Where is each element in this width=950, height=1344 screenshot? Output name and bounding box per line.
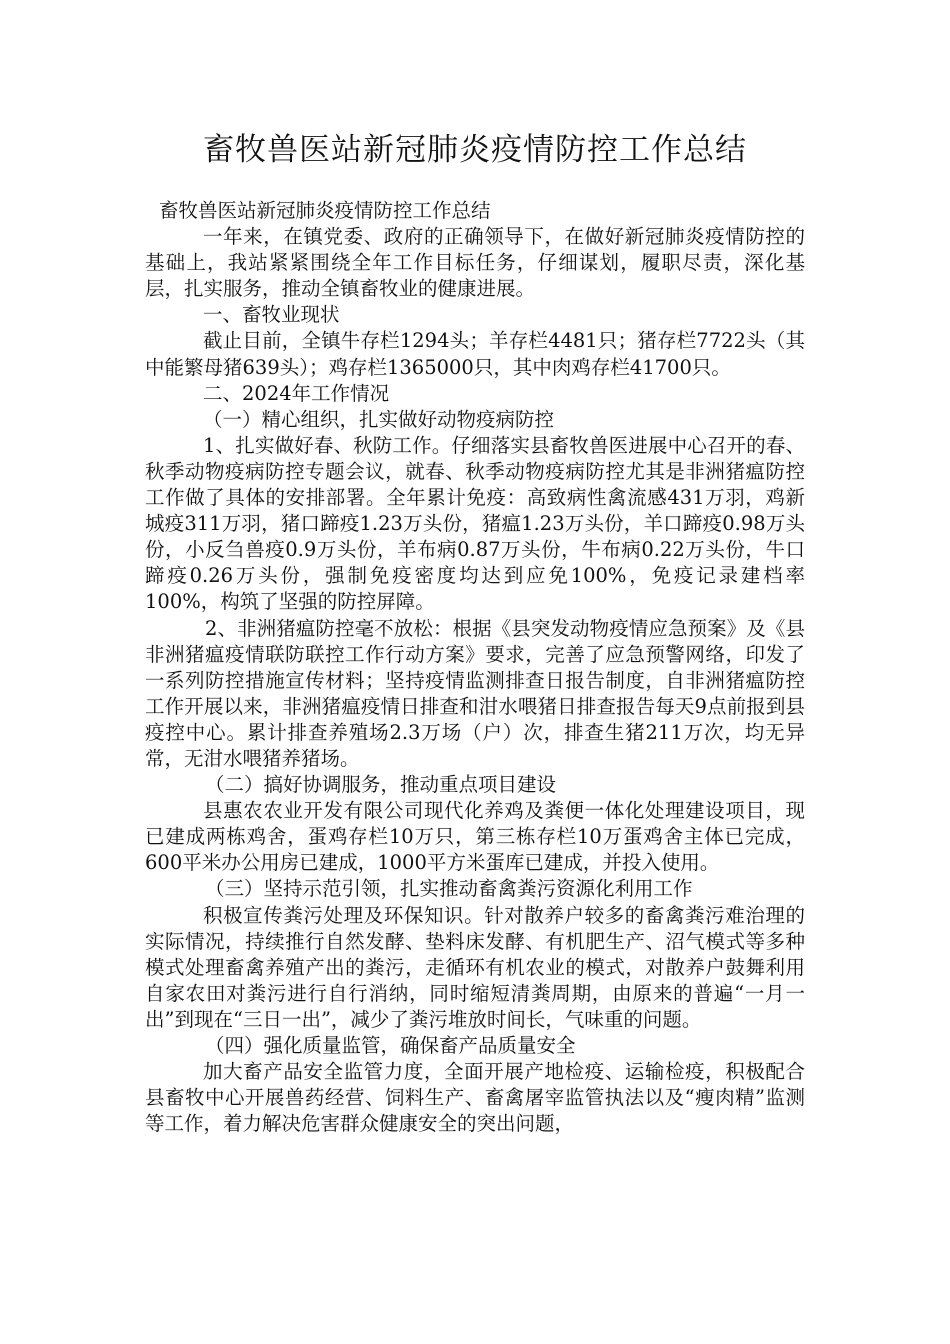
paragraph: （二）搞好协调服务，推动重点项目建设	[205, 773, 557, 797]
paragraph: （三）坚持示范引领，扎实推动畜禽粪污资源化利用工作	[205, 877, 693, 901]
paragraph: 2、非洲猪瘟防控毫不放松：根据《县突发动物疫情应急预案》及《县非洲猪瘟疫情联防联控工作行动方案》要求，完善了应急预警网络，印发了一系列防控措施宣传材料；坚持疫情监测排查日报告制度，自非洲猪瘟防控工作开展以来，非洲猪瘟疫情日排查和泔水喂猪日排查报告每天9点前报到县疫控中心。累计排查养殖场2.3万场（户）次，排查生猪211万次，均无异常，无泔水喂猪养猪场。	[145, 616, 805, 770]
paragraph: 1、扎实做好春、秋防工作。仔细落实县畜牧兽医进展中心召开的春、秋季动物疫病防控专题会议，就春、秋季动物疫病防控尤其是非洲猪瘟防控工作做了具体的安排部署。全年累计免疫：高致病性禽流感431万羽，鸡新城疫311万羽，猪口蹄疫1.23万头份，猪瘟1.23万头份，羊口蹄疫0.98万头份，小反刍兽疫0.9万头份，羊布病0.87万头份，牛布病0.22万头份，牛口蹄疫0.26万头份，强制免疫密度均达到应免100%，免疫记录建档率100%，构筑了坚强的防控屏障。	[145, 433, 805, 614]
paragraph: 一、畜牧业现状	[203, 303, 340, 327]
document-body	[145, 198, 805, 1137]
paragraph: 加大畜产品安全监管力度，全面开展产地检疫、运输检疫，积极配合县畜牧中心开展兽药经营、饲料生产、畜禽屠宰监管执法以及“瘦肉精”监测等工作，着力解决危害群众健康安全的突出问题，	[145, 1060, 805, 1136]
paragraph: 一年来，在镇党委、政府的正确领导下，在做好新冠肺炎疫情防控的基础上，我站紧紧围绕全年工作目标任务，仔细谋划，履职尽责，深化基层，扎实服务，推动全镇畜牧业的健康进展。	[145, 225, 805, 301]
document-subtitle: 畜牧兽医站新冠肺炎疫情防控工作总结	[159, 199, 491, 222]
paragraph: 截止目前，全镇牛存栏1294头；羊存栏4481只；猪存栏7722头（其中能繁母猪639头）；鸡存栏1365000只，其中肉鸡存栏41700只。	[145, 329, 805, 379]
paragraph: 二、2024年工作情况	[203, 381, 390, 405]
document-title: 畜牧兽医站新冠肺炎疫情防控工作总结	[203, 132, 747, 168]
paragraph: （四）强化质量监管，确保畜产品质量安全	[205, 1034, 576, 1057]
paragraph: 县惠农农业开发有限公司现代化养鸡及粪便一体化处理建设项目，现已建成两栋鸡舍，蛋鸡存栏10万只，第三栋存栏10万蛋鸡舍主体已完成，600平米办公用房已建成，1000平方米蛋库已建成，并投入使用。	[145, 799, 805, 875]
paragraph: 积极宣传粪污处理及环保知识。针对散养户较多的畜禽粪污难治理的实际情况，持续推行自然发酵、垫料床发酵、有机肥生产、沼气模式等多种模式处理畜禽养殖产出的粪污，走循环有机农业的模式，对散养户鼓舞利用自家农田对粪污进行自行消纳，同时缩短清粪周期，由原来的普遍“一月一出”到现在“三日一出”，减少了粪污堆放时间长，气味重的问题。	[145, 903, 805, 1031]
paragraph-list	[145, 224, 805, 1137]
paragraph: （一）精心组织，扎实做好动物疫病防控	[203, 407, 555, 431]
